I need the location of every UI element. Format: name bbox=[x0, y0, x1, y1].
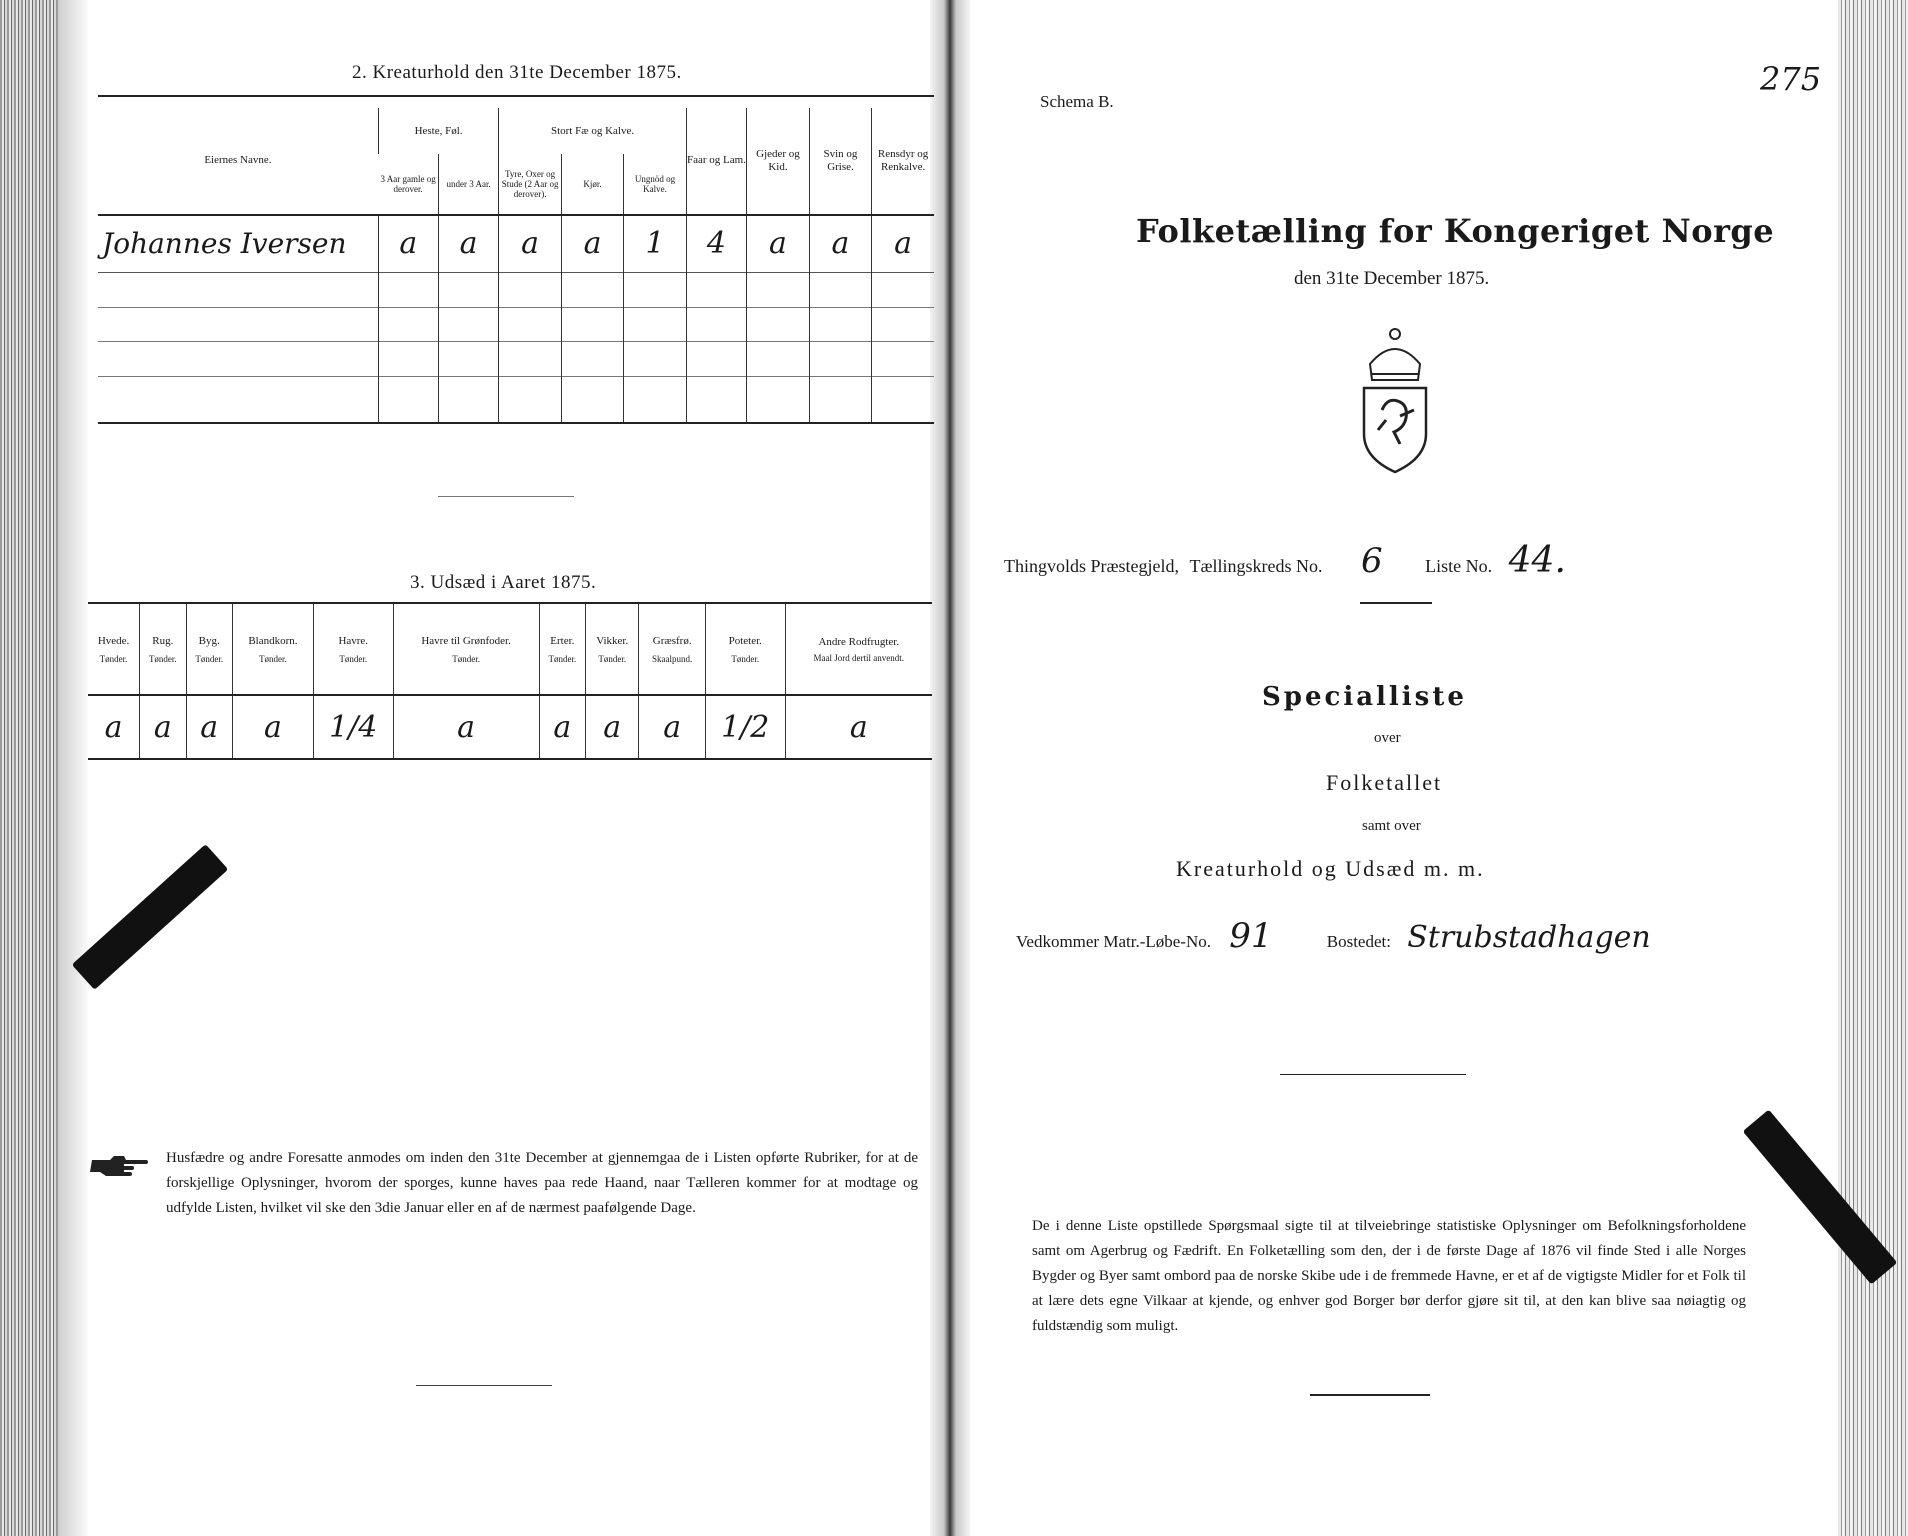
seed-value-cell: a bbox=[104, 709, 123, 745]
col-bulls-header: Tyre, Oxer og Stude (2 Aar og derover). bbox=[499, 154, 562, 214]
bosted-value: Strubstadhagen bbox=[1407, 920, 1651, 955]
page-number: 275 bbox=[1760, 60, 1822, 98]
explanation-paragraph: De i denne Liste opstillede Spørgsmaal sigte til at tilveiebringe statistiske Oplysninger om Befolkningsforholdene samt om Agerbrug og Fædrift. En Folketælling som den, der i de første Dage af 1876 vil finde Sted i alle Norges Bygder og Byer samt ombord paa de norske Skibe ude i de fremmede Havne, er et af de vigtigste Midler for et Folk til at lære dets egne Vilkaar at kjende, og enhver god Borger bør derfor gjøre sit til, at den kan blive saa nøiagtig og fuldstændig som muligt. bbox=[1032, 1218, 1746, 1334]
book-gutter bbox=[930, 0, 970, 1536]
col-pigs-header: Svin og Grise. bbox=[809, 108, 871, 215]
matr-line bbox=[1016, 916, 1651, 956]
owner-header: Eiernes Navne. bbox=[204, 154, 272, 167]
page-edges-right bbox=[1838, 0, 1908, 1536]
list-label: Liste No. bbox=[1425, 556, 1493, 576]
list-value: 44. bbox=[1508, 540, 1566, 581]
divider-mid-right bbox=[1280, 1074, 1466, 1075]
value-cell: a bbox=[809, 215, 871, 273]
divider-bottom-right bbox=[1310, 1394, 1430, 1396]
seed-col-header: Græsfrø. Skaalpund. bbox=[639, 603, 706, 695]
main-title: Folketælling for Kongeriget Norge bbox=[1136, 212, 1775, 250]
value-cell: a bbox=[499, 215, 562, 273]
horses-group-header: Heste, Føl. bbox=[378, 108, 498, 154]
left-page bbox=[88, 0, 930, 1536]
col-goats-header: Gjeder og Kid. bbox=[747, 108, 810, 215]
section2-title: 2. Kreaturhold den 31te December 1875. bbox=[352, 62, 682, 83]
divider-bottom bbox=[416, 1385, 552, 1386]
matr-value: 91 bbox=[1229, 916, 1273, 956]
cattle-group-header: Stort Fæ og Kalve. bbox=[499, 108, 686, 154]
value-cell: a bbox=[747, 215, 810, 273]
bosted-label: Bostedet: bbox=[1326, 932, 1391, 951]
table-row bbox=[98, 272, 934, 307]
seed-value-cell: 1/2 bbox=[705, 695, 785, 759]
livestock-table bbox=[98, 108, 934, 424]
owner-name-cell: Johannes Iversen bbox=[102, 227, 347, 261]
footnote-text: Husfædre og andre Foresatte anmodes om inden den 31te December at gjennemgaa de i Listen opførte Rubriker, for at de forskjellige Oplysninger, hvorom der sporges, kunne haves paa rede Haand, naar Tælleren kommer for at modtage og udfylde Listen, hvilket vil ske den 3die Januar eller en af de nærmest paafølgende Dage. bbox=[166, 1150, 918, 1216]
seed-table bbox=[88, 602, 932, 760]
seed-col-header: Poteter. Tønder. bbox=[705, 603, 785, 695]
seed-value-cell: a bbox=[393, 695, 539, 759]
seed-col-header: Rug. Tønder. bbox=[140, 603, 186, 695]
value-cell: a bbox=[872, 215, 934, 273]
col-reindeer-header: Rensdyr og Renkalve. bbox=[872, 108, 934, 215]
section3-title: 3. Udsæd i Aaret 1875. bbox=[410, 572, 597, 593]
page-shadow-left bbox=[58, 0, 88, 1536]
col-horses-young-header: under 3 Aar. bbox=[438, 154, 498, 214]
parish-label: Thingvolds Præstegjeld, bbox=[1004, 556, 1179, 576]
seed-col-header: Byg. Tønder. bbox=[186, 603, 232, 695]
seed-col-header: Havre til Grønfoder. Tønder. bbox=[393, 603, 539, 695]
right-page bbox=[970, 0, 1838, 1536]
parish-line bbox=[1004, 540, 1566, 581]
seed-value-cell: a bbox=[140, 695, 186, 759]
value-cell: 4 bbox=[686, 215, 746, 273]
seed-col-header: Vikker. Tønder. bbox=[586, 603, 639, 695]
col-cows-header: Kjør. bbox=[561, 154, 623, 214]
seed-col-header: Havre. Tønder. bbox=[313, 603, 393, 695]
page-edges-left bbox=[0, 0, 58, 1536]
seed-value-cell: a bbox=[539, 695, 585, 759]
value-cell: a bbox=[378, 215, 438, 273]
seed-value-cell: 1/4 bbox=[313, 695, 393, 759]
over-label: over bbox=[1374, 730, 1401, 746]
date-line: den 31te December 1875. bbox=[1294, 268, 1490, 289]
table-row bbox=[98, 307, 934, 342]
district-value: 6 bbox=[1361, 541, 1383, 581]
table-row bbox=[98, 377, 934, 423]
table-row bbox=[88, 695, 932, 759]
folketallet-heading: Folketallet bbox=[1326, 770, 1443, 795]
specialliste-heading: Specialliste bbox=[1262, 682, 1467, 712]
district-label: Tællingskreds No. bbox=[1189, 556, 1323, 576]
pointing-hand-icon bbox=[90, 1154, 150, 1176]
section2-top-rule bbox=[98, 95, 934, 97]
value-cell: a bbox=[438, 215, 498, 273]
value-cell: 1 bbox=[624, 215, 687, 273]
seed-value-cell: a bbox=[639, 695, 706, 759]
seed-value-cell: a bbox=[586, 695, 639, 759]
seed-col-header: Hvede. Tønder. bbox=[97, 634, 130, 664]
samt-over-label: samt over bbox=[1362, 818, 1421, 834]
col-sheep-header: Faar og Lam. bbox=[686, 108, 746, 215]
col-horses-adult-header: 3 Aar gamle og derover. bbox=[380, 173, 436, 194]
schema-label: Schema B. bbox=[1040, 92, 1114, 111]
value-cell: a bbox=[561, 215, 623, 273]
seed-value-cell: a bbox=[785, 695, 932, 759]
table-row bbox=[98, 215, 934, 273]
matr-label: Vedkommer Matr.-Løbe-No. bbox=[1016, 932, 1211, 951]
seed-col-header: Erter. Tønder. bbox=[539, 603, 585, 695]
coat-of-arms-icon bbox=[1356, 324, 1434, 474]
divider-short-right bbox=[1360, 602, 1432, 604]
seed-col-header: Blandkorn. Tønder. bbox=[232, 603, 313, 695]
seed-col-header: Andre Rodfrugter. Maal Jord dertil anvendt. bbox=[785, 603, 932, 695]
seed-value-cell: a bbox=[186, 695, 232, 759]
seed-value-cell: a bbox=[232, 695, 313, 759]
divider-short bbox=[438, 496, 574, 497]
col-calves-header: Ungnöd og Kalve. bbox=[624, 154, 687, 214]
table-row bbox=[98, 342, 934, 377]
kreaturhold-heading: Kreaturhold og Udsæd m. m. bbox=[1176, 856, 1485, 881]
